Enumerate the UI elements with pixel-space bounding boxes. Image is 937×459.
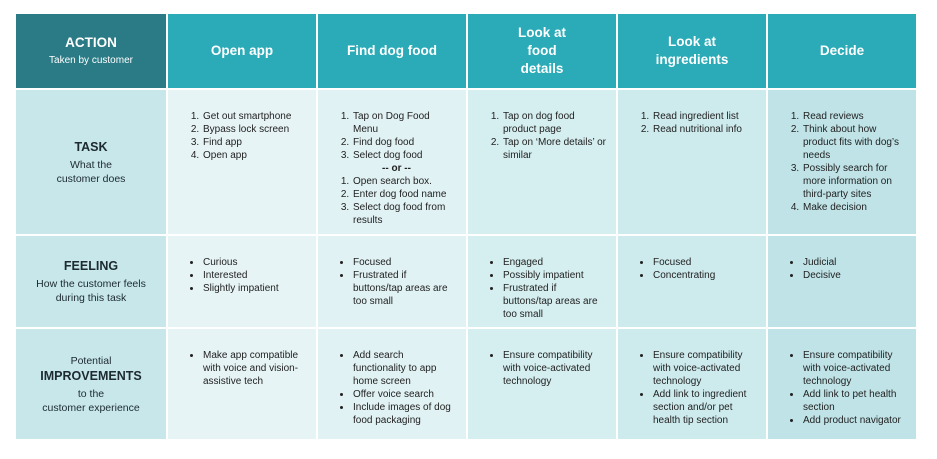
customer-journey-table: [16, 14, 918, 439]
improvement-list: [186, 349, 306, 388]
list-item: • Add product navigator: [802, 414, 906, 427]
list-item: • Offer voice search: [352, 388, 456, 401]
improvements-sub2: customer experience: [42, 401, 140, 414]
task-cell-open-app: [168, 90, 316, 234]
list-item: • Ensure compatibility with voice-activated technology: [802, 349, 906, 388]
task-list: [636, 110, 756, 136]
list-item: 3. Find app: [202, 136, 306, 149]
list-item: • Interested: [202, 269, 306, 282]
list-item: • Include images of dog food packaging: [352, 401, 456, 427]
list-item: • Add link to pet health section: [802, 388, 906, 414]
column-header-find-dog-food: Find dog food: [318, 14, 466, 88]
improvement-cell-food-details: [468, 329, 616, 439]
action-subtitle: Taken by customer: [49, 55, 133, 66]
list-item: • Make app compatible with voice and vision-assistive tech: [202, 349, 306, 388]
task-cell-decide: [768, 90, 916, 234]
list-item: 1. Read ingredient list: [652, 110, 756, 123]
feeling-list: [336, 256, 456, 308]
action-header: [16, 14, 166, 88]
feeling-title: FEELING: [63, 259, 119, 273]
feeling-list: [186, 256, 306, 295]
task-list: [336, 110, 456, 175]
improvements-title: IMPROVEMENTS: [40, 368, 142, 383]
list-item: • Add link to ingredient section and/or pet health tip section: [652, 388, 756, 427]
improvement-cell-decide: [768, 329, 916, 439]
list-item: 1. Read reviews: [802, 110, 906, 123]
task-list: [486, 110, 606, 162]
list-item: 1. Tap on dog food product page: [502, 110, 606, 136]
row-label-improvements: [16, 329, 166, 439]
list-item: • Frustrated if buttons/tap areas are too small: [502, 282, 606, 321]
list-item: 4. Open app: [202, 149, 306, 162]
improvement-list: [486, 349, 606, 388]
list-item: 3. Select dog food: [352, 149, 456, 162]
feeling-list: [786, 256, 906, 282]
list-item: 1. Get out smartphone: [202, 110, 306, 123]
list-item: • Ensure compatibility with voice-activated technology: [502, 349, 606, 388]
feeling-cell-food-details: [468, 236, 616, 327]
feeling-cell-find-dog-food: [318, 236, 466, 327]
task-cell-food-details: [468, 90, 616, 234]
column-header-open-app: Open app: [168, 14, 316, 88]
improvement-cell-ingredients: [618, 329, 766, 439]
feeling-list: [486, 256, 606, 321]
row-label-task: [16, 90, 166, 234]
list-item: 3. Possibly search for more information on third-party sites: [802, 162, 906, 201]
improvement-cell-open-app: [168, 329, 316, 439]
list-item: 2. Bypass lock screen: [202, 123, 306, 136]
list-item: • Judicial: [802, 256, 906, 269]
list-item: 2. Enter dog food name: [352, 188, 456, 201]
feeling-subtitle: How the customer feels during this task: [36, 278, 146, 304]
list-item: 2. Read nutritional info: [652, 123, 756, 136]
list-item: 2. Find dog food: [352, 136, 456, 149]
list-item: 1. Open search box.: [352, 175, 456, 188]
column-header-ingredients: Look at ingredients: [618, 14, 766, 88]
task-list: [186, 110, 306, 162]
row-label-feeling: [16, 236, 166, 327]
feeling-cell-open-app: [168, 236, 316, 327]
list-item: • Decisive: [802, 269, 906, 282]
improvements-pre: Potential: [70, 354, 112, 367]
improvement-list: [636, 349, 756, 427]
list-item: • Frustrated if buttons/tap areas are too small: [352, 269, 456, 308]
list-item: 4. Make decision: [802, 201, 906, 214]
task-list: [786, 110, 906, 214]
feeling-list: [636, 256, 756, 282]
task-cell-find-dog-food: [318, 90, 466, 234]
task-subtitle: What the customer does: [56, 158, 126, 185]
column-header-food-details: Look at food details: [468, 14, 616, 88]
list-item: • Focused: [352, 256, 456, 269]
task-cell-ingredients: [618, 90, 766, 234]
improvement-list: [786, 349, 906, 427]
list-item: 1. Tap on Dog Food Menu: [352, 110, 456, 136]
column-header-decide: Decide: [768, 14, 916, 88]
task-title: TASK: [74, 139, 108, 154]
list-item: 2. Think about how product fits with dog’s needs: [802, 123, 906, 162]
list-item: • Curious: [202, 256, 306, 269]
list-item: • Slightly impatient: [202, 282, 306, 295]
list-item: • Possibly impatient: [502, 269, 606, 282]
list-item: • Focused: [652, 256, 756, 269]
improvement-cell-find-dog-food: [318, 329, 466, 439]
list-item: 2. Tap on ‘More details’ or similar: [502, 136, 606, 162]
improvements-sub1: to the: [77, 387, 105, 400]
list-item: • Ensure compatibility with voice-activated technology: [652, 349, 756, 388]
list-item: • Add search functionality to app home screen: [352, 349, 456, 388]
feeling-cell-ingredients: [618, 236, 766, 327]
list-item: • Concentrating: [652, 269, 756, 282]
feeling-cell-decide: [768, 236, 916, 327]
list-item: • Engaged: [502, 256, 606, 269]
improvement-list: [336, 349, 456, 427]
list-item: 3. Select dog food from results: [352, 201, 456, 227]
task-list-alt: [336, 175, 456, 227]
action-title: ACTION: [65, 35, 117, 50]
or-divider: -- or --: [382, 163, 411, 174]
